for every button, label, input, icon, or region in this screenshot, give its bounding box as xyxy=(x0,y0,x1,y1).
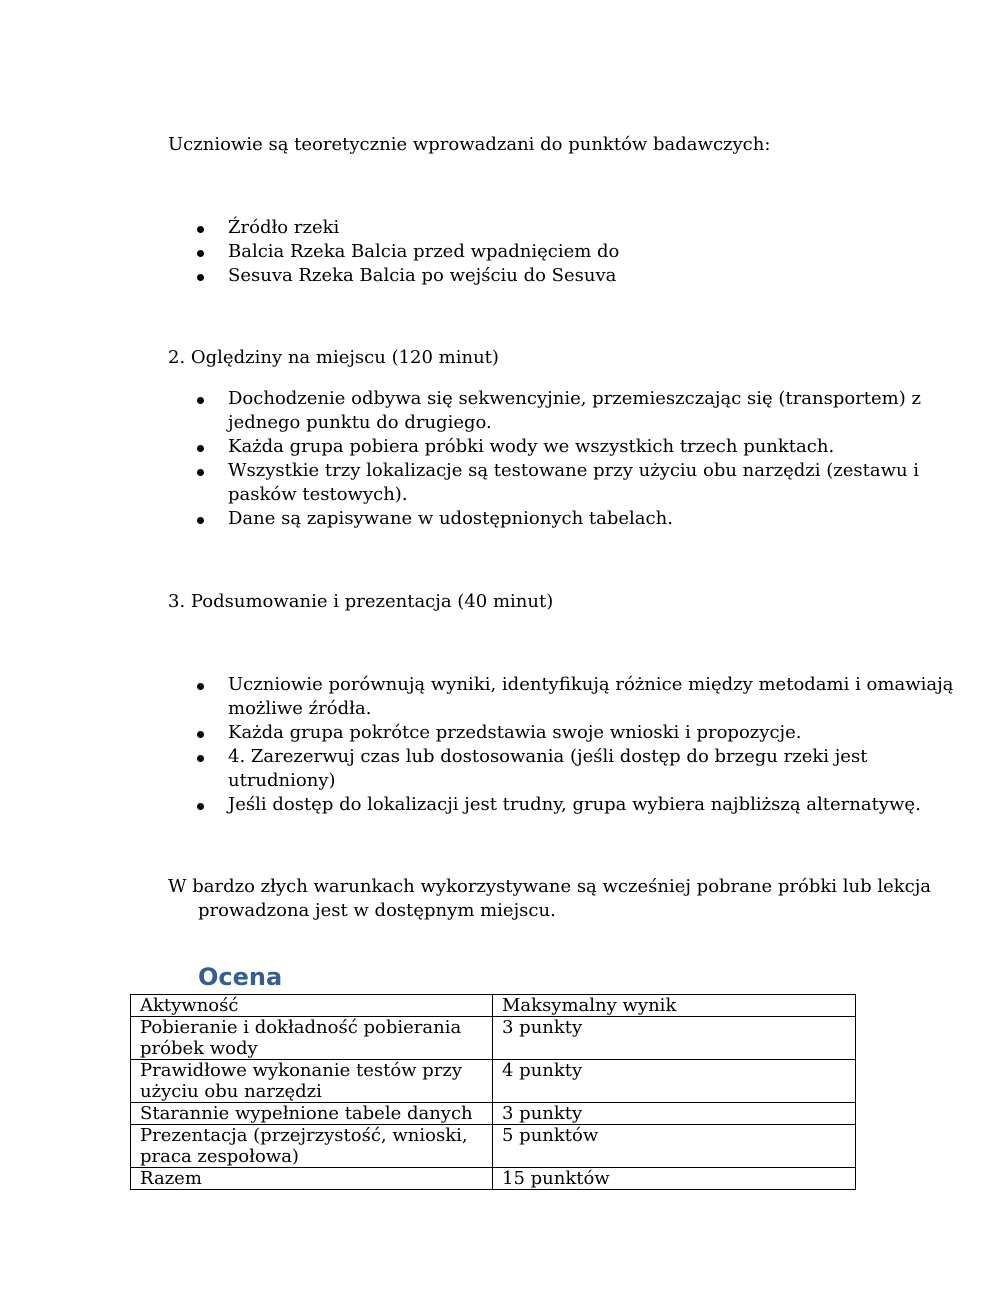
list-item: Sesuva Rzeka Balcia po wejściu do Sesuva xyxy=(228,264,968,288)
section2-title: 2. Oględziny na miejscu (120 minut) xyxy=(168,347,499,368)
bullet-icon xyxy=(197,274,204,281)
table-row xyxy=(131,1103,856,1125)
list-item: Wszystkie trzy lokalizacje są testowane przy użyciu obu narzędzi (zestawu i pasków testowych). xyxy=(228,459,968,507)
list-item: Każda grupa pobiera próbki wody we wszystkich trzech punktach. xyxy=(228,435,968,459)
list-item: Każda grupa pokrótce przedstawia swoje wnioski i propozycje. xyxy=(228,721,968,745)
table-row xyxy=(131,1125,856,1168)
table-cell: 4 punkty xyxy=(493,1060,856,1103)
table-cell: Prezentacja (przejrzystość, wnioski, praca zespołowa) xyxy=(131,1125,493,1168)
list-item: Uczniowie porównują wyniki, identyfikują różnice między metodami i omawiają możliwe źródła. xyxy=(228,673,968,721)
table-row xyxy=(131,1168,856,1190)
section3-list xyxy=(228,673,968,817)
table-cell: Starannie wypełnione tabele danych xyxy=(131,1103,493,1125)
section3-title: 3. Podsumowanie i prezentacja (40 minut) xyxy=(168,591,554,612)
bullet-icon xyxy=(197,803,204,810)
table-header-cell: Aktywność xyxy=(131,995,493,1017)
bullet-icon xyxy=(197,250,204,257)
table-cell: Razem xyxy=(131,1168,493,1190)
table-cell: Prawidłowe wykonanie testów przy użyciu obu narzędzi xyxy=(131,1060,493,1103)
table-header-cell: Maksymalny wynik xyxy=(493,995,856,1017)
bullet-icon xyxy=(197,683,204,690)
assessment-table xyxy=(130,994,856,1190)
table-row xyxy=(131,1017,856,1060)
table-cell: Pobieranie i dokładność pobierania próbek wody xyxy=(131,1017,493,1060)
table-cell: 15 punktów xyxy=(493,1168,856,1190)
table-cell: 5 punktów xyxy=(493,1125,856,1168)
list-item: Balcia Rzeka Balcia przed wpadnięciem do xyxy=(228,240,968,264)
closing-paragraph: W bardzo złych warunkach wykorzystywane są wcześniej pobrane próbki lub lekcja prowadzona jest w dostępnym miejscu. xyxy=(168,876,932,921)
bullet-icon xyxy=(197,397,204,404)
bullet-icon xyxy=(197,445,204,452)
intro-paragraph: Uczniowie są teoretycznie wprowadzani do punktów badawczych: xyxy=(168,134,771,155)
list-item: Dochodzenie odbywa się sekwencyjnie, przemieszczając się (transportem) z jednego punktu do drugiego. xyxy=(228,387,968,435)
table-cell: 3 punkty xyxy=(493,1017,856,1060)
list-item: 4. Zarezerwuj czas lub dostosowania (jeśli dostęp do brzegu rzeki jest utrudniony) xyxy=(228,745,968,793)
bullet-icon xyxy=(197,469,204,476)
research-points-list xyxy=(228,216,968,288)
table-cell: 3 punkty xyxy=(493,1103,856,1125)
bullet-icon xyxy=(197,517,204,524)
assessment-heading: Ocena xyxy=(198,963,283,991)
list-item: Jeśli dostęp do lokalizacji jest trudny, grupa wybiera najbliższą alternatywę. xyxy=(228,793,968,817)
bullet-icon xyxy=(197,226,204,233)
list-item: Źródło rzeki xyxy=(228,216,968,240)
section2-list xyxy=(228,387,968,531)
list-item: Dane są zapisywane w udostępnionych tabelach. xyxy=(228,507,968,531)
table-header-row xyxy=(131,995,856,1017)
bullet-icon xyxy=(197,731,204,738)
table-row xyxy=(131,1060,856,1103)
bullet-icon xyxy=(197,755,204,762)
